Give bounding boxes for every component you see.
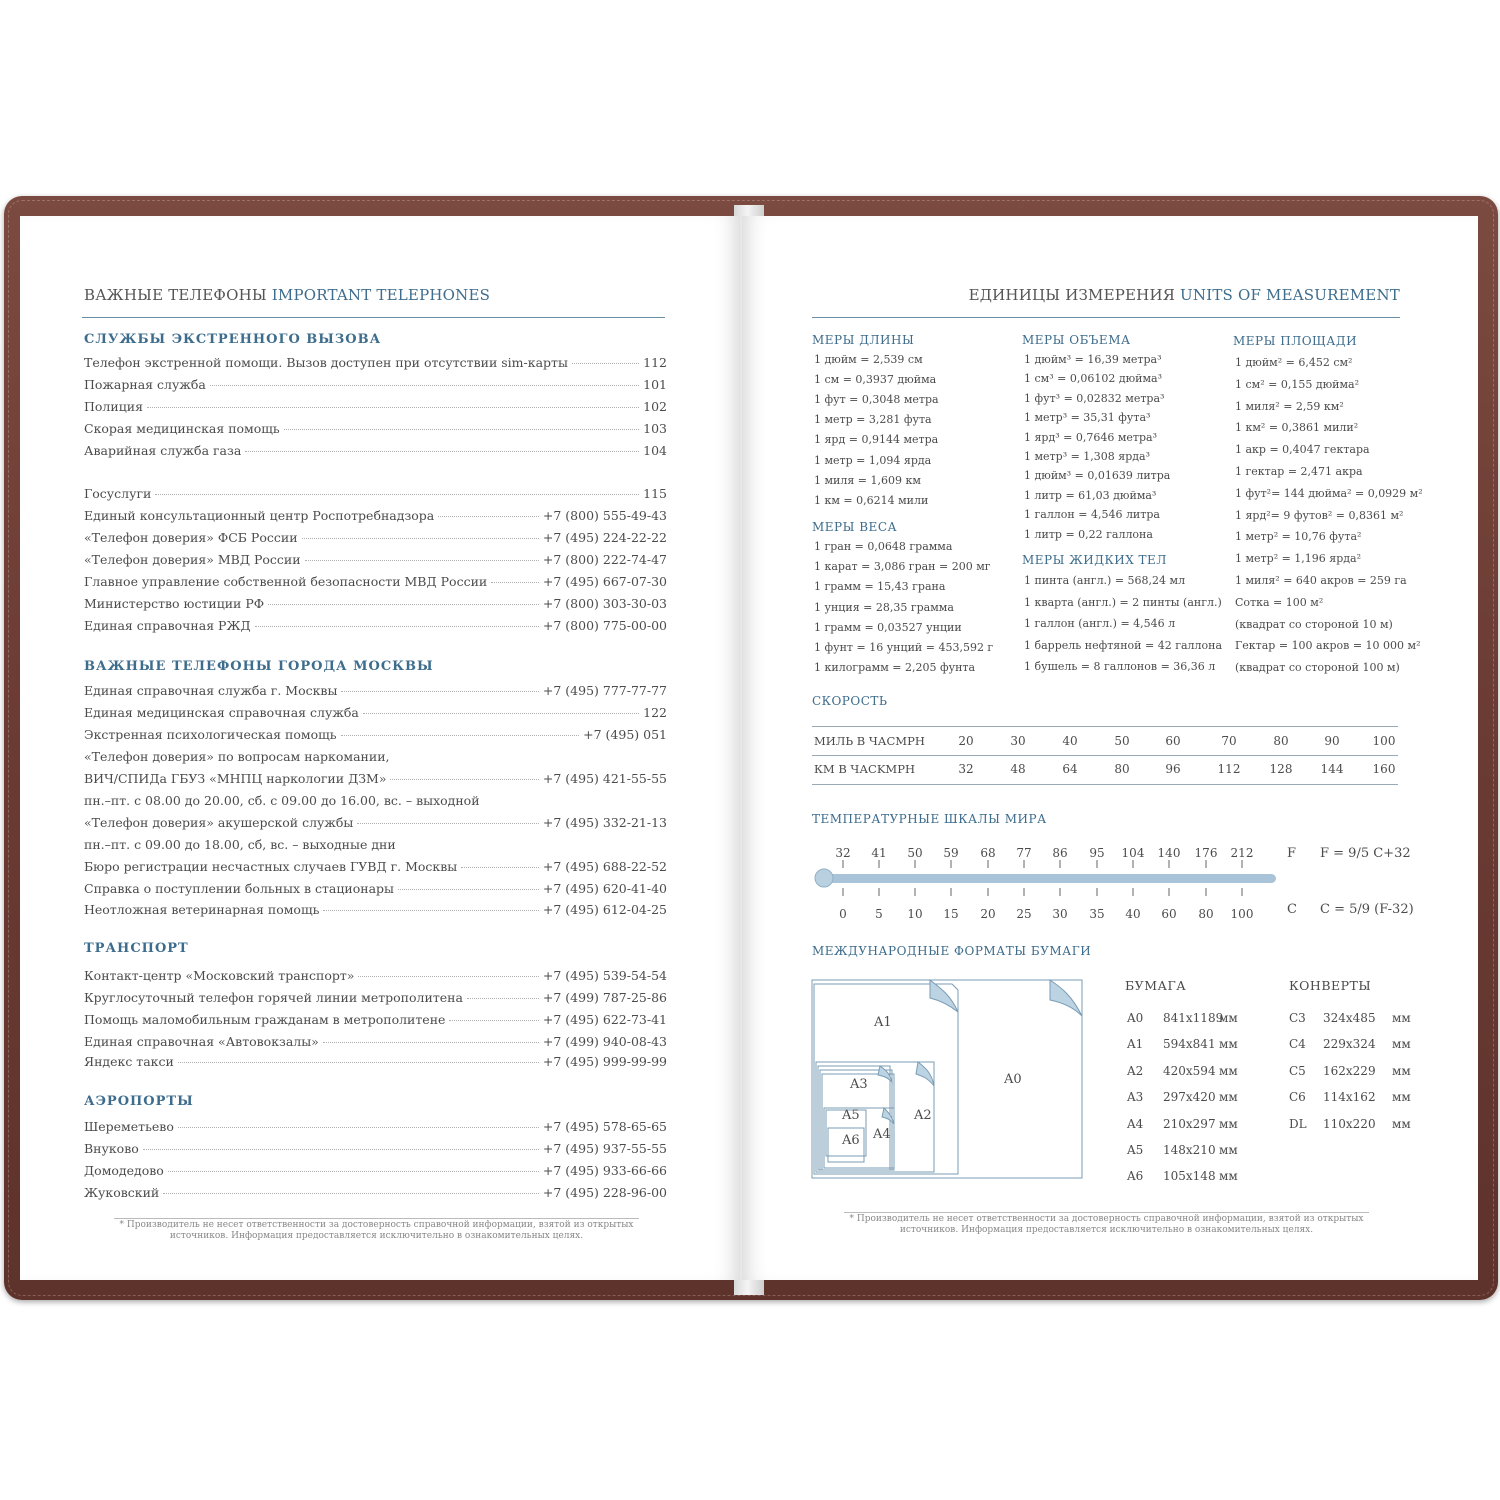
fahrenheit-tick-label: 95 (1089, 846, 1105, 860)
celsius-tick-label: 15 (943, 907, 959, 921)
celsius-tick-label: 60 (1161, 907, 1177, 921)
envelope-size: 162x229 (1323, 1063, 1376, 1078)
celsius-formula: C = 5/9 (F-32) (1320, 902, 1414, 917)
celsius-tick-label: 30 (1052, 907, 1068, 921)
envelope-unit: мм (1392, 1116, 1411, 1131)
area-item: 1 миля² = 640 акров = 259 га (1235, 574, 1407, 587)
length-item: 1 фут = 0,3048 метра (814, 393, 939, 407)
paper-unit: мм (1219, 1169, 1238, 1184)
temperature-title: ТЕМПЕРАТУРНЫЕ ШКАЛЫ МИРА (812, 812, 1047, 826)
volume-item: 1 галлон = 4,546 литра (1024, 508, 1160, 522)
length-item: 1 см = 0,3937 дюйма (814, 373, 937, 387)
phone-row (84, 990, 667, 1005)
paper-size: 297x420 (1163, 1090, 1216, 1105)
envelope-size: 110x220 (1323, 1116, 1376, 1131)
left-title-ru: ВАЖНЫЕ ТЕЛЕФОНЫ (84, 286, 267, 304)
phone-name: Шереметьево (84, 1119, 174, 1134)
weight-item: 1 грамм = 0,03527 унции (814, 620, 962, 634)
phone-name: Внуково (84, 1141, 139, 1156)
paper-name: A1 (1127, 1037, 1144, 1052)
paper-size: 594x841 (1163, 1037, 1216, 1052)
fahrenheit-tick-label: 41 (871, 846, 887, 860)
mph-value: 60 (1165, 734, 1181, 748)
leader-dots (341, 691, 538, 692)
celsius-tick-label: 25 (1016, 907, 1032, 921)
phone-name: Яндекс такси (84, 1054, 174, 1069)
phone-name: «Телефон доверия» ФСБ России (84, 530, 298, 545)
volume-item: 1 метр³ = 1,308 ярда³ (1024, 450, 1151, 463)
length-item: 1 миля = 1,609 км (814, 473, 921, 487)
area-item: 1 фут²= 144 дюйма² = 0,0929 м² (1235, 486, 1423, 500)
leader-dots (363, 713, 639, 714)
length-title: МЕРЫ ДЛИНЫ (812, 333, 915, 347)
celsius-tick-label: 10 (907, 907, 923, 921)
phone-row (84, 727, 667, 742)
kmph-value: 128 (1269, 762, 1293, 776)
leader-dots (358, 976, 538, 977)
envelope-unit: мм (1392, 1063, 1411, 1078)
leader-dots (147, 407, 639, 408)
phone-row (84, 859, 667, 874)
phone-name: Единая справочная «Автовокзалы» (84, 1034, 319, 1049)
phone-name: Главное управление собственной безопасности МВД России (84, 574, 488, 589)
phone-name: Госуслуги (84, 486, 152, 501)
leader-dots (305, 560, 539, 561)
speed-rule-top (812, 726, 1398, 727)
phone-number: +7 (495) 539-54-54 (542, 968, 667, 983)
mph-value: 90 (1324, 734, 1340, 748)
envelope-header: КОНВЕРТЫ (1289, 978, 1372, 993)
fahrenheit-letter: F (1287, 846, 1297, 861)
volume-title: МЕРЫ ОБЪЕМА (1022, 333, 1131, 347)
area-item: 1 дюйм² = 6,452 см² (1235, 356, 1353, 369)
phone-number: +7 (495) 051 (583, 727, 667, 742)
phone-note: «Телефон доверия» по вопросам наркомании, (84, 749, 390, 764)
paper-size: 148x210 (1163, 1143, 1216, 1157)
phone-name: Бюро регистрации несчастных случаев ГУВД г. Москвы (84, 859, 458, 874)
phone-name: Единая справочная служба г. Москвы (84, 683, 338, 698)
phone-number: +7 (800) 222-74-47 (542, 552, 667, 567)
weight-item: 1 карат = 3,086 гран = 200 мг (814, 560, 991, 574)
phone-row (84, 355, 667, 370)
volume-item: 1 дюйм³ = 0,01639 литра (1024, 469, 1171, 483)
phone-number: +7 (495) 933-66-66 (542, 1163, 667, 1178)
leader-dots (438, 516, 539, 517)
liquid-item: 1 кварта (англ.) = 2 пинты (англ.) (1024, 595, 1222, 609)
section-title: СЛУЖБЫ ЭКСТРЕННОГО ВЫЗОВА (84, 332, 382, 347)
fahrenheit-tick-label: 212 (1230, 846, 1254, 860)
phone-number: +7 (495) 937-55-55 (542, 1141, 667, 1156)
leader-dots (163, 1193, 539, 1194)
right-disclaimer: * Производитель не несет ответственности за достоверность справочной информации, взятой из открытых источников. Информация предоставляется исключительно в ознакомительных целях. (849, 1214, 1364, 1235)
leader-dots (390, 779, 538, 780)
envelope-name: C3 (1289, 1011, 1306, 1025)
mph-value: 50 (1114, 734, 1130, 748)
paper-name: A0 (1127, 1011, 1144, 1025)
leader-dots (572, 363, 639, 364)
leader-dots (302, 538, 539, 539)
diagram-label-a2: A2 (914, 1108, 932, 1123)
paper-unit: мм (1219, 1143, 1238, 1157)
left-title-en: IMPORTANT TELEPHONES (271, 286, 491, 304)
mph-value: 100 (1372, 734, 1396, 748)
paper-size: 105x148 (1163, 1169, 1216, 1184)
phone-name: Домодедово (84, 1163, 164, 1178)
thermometer-bar (822, 874, 1276, 883)
speed-mph-label: МИЛЬ В ЧАСMPH (814, 734, 925, 748)
leader-dots (210, 385, 639, 386)
volume-item: 1 метр³ = 35,31 фута³ (1024, 411, 1151, 425)
kmph-value: 64 (1062, 762, 1078, 776)
phone-note: пн.–пт. с 08.00 до 20.00, сб. с 09.00 до 16.00, вс. – выходной (84, 793, 480, 808)
area-item: 1 метр² = 10,76 фута² (1235, 530, 1362, 544)
envelope-name: C6 (1289, 1090, 1306, 1105)
paper-unit: мм (1219, 1116, 1238, 1131)
speed-kmph-label: КМ В ЧАСKMPH (814, 762, 915, 776)
area-item: 1 акр = 0,4047 гектара (1235, 443, 1370, 457)
speed-rule-mid (812, 755, 1398, 756)
length-item: 1 дюйм = 2,539 см (814, 353, 923, 366)
section-title: АЭРОПОРТЫ (84, 1094, 194, 1109)
phone-number: +7 (495) 622-73-41 (542, 1012, 667, 1027)
paper-size: 420x594 (1163, 1063, 1216, 1078)
paper-unit: мм (1219, 1090, 1238, 1105)
phone-row (84, 683, 667, 698)
fahrenheit-tick-label: 104 (1121, 846, 1145, 860)
leader-dots (449, 1020, 538, 1021)
paper-name: A5 (1127, 1143, 1144, 1157)
paper-size: 210x297 (1163, 1116, 1216, 1131)
phone-row (84, 1119, 667, 1134)
right-title-rule (812, 317, 1400, 318)
liquid-item: 1 пинта (англ.) = 568,24 мл (1024, 574, 1186, 587)
left-title-rule (82, 317, 665, 318)
phone-number: 122 (643, 705, 667, 720)
phone-name: Министерство юстиции РФ (84, 596, 265, 611)
phone-name: Жуковский (84, 1185, 160, 1200)
fahrenheit-tick-label: 86 (1052, 846, 1068, 860)
celsius-tick-label: 80 (1198, 907, 1214, 921)
envelope-size: 114x162 (1323, 1090, 1376, 1105)
paper-size: 841x1189 (1163, 1011, 1224, 1025)
left-disclaimer: * Производитель не несет ответственности за достоверность справочной информации, взятой из открытых источников. Информация предоставляется исключительно в ознакомительных целях. (119, 1220, 634, 1241)
phone-name: Неотложная ветеринарная помощь (84, 902, 320, 917)
weight-item: 1 унция = 28,35 грамма (814, 600, 954, 614)
left-note-rule (114, 1218, 639, 1219)
celsius-tick-label: 5 (875, 907, 883, 921)
right-note-rule (844, 1212, 1369, 1213)
leader-dots (467, 998, 539, 999)
phone-row (84, 1054, 667, 1069)
leader-dots (323, 910, 539, 911)
phone-name: Единый консультационный центр Роспотребнадзора (84, 508, 435, 523)
mph-value: 40 (1062, 734, 1078, 748)
paper-name: A3 (1127, 1090, 1144, 1105)
diagram-label-a0: A0 (1004, 1072, 1022, 1087)
volume-item: 1 фут³ = 0,02832 метра³ (1024, 391, 1165, 405)
phone-number: +7 (495) 224-22-22 (542, 530, 667, 545)
area-item: 1 км² = 0,3861 мили² (1235, 421, 1359, 435)
phone-number: +7 (495) 688-22-52 (542, 859, 667, 874)
diagram-label-a1: A1 (874, 1015, 892, 1030)
volume-item: 1 литр = 0,22 галлона (1024, 527, 1153, 541)
phone-row (84, 902, 667, 917)
phone-name: Пожарная служба (84, 377, 206, 392)
area-item: (квадрат со стороной 10 м) (1235, 617, 1393, 631)
leader-dots (491, 582, 539, 583)
liquid-item: 1 бушель = 8 галлонов = 36,36 л (1024, 660, 1216, 674)
section-title: ВАЖНЫЕ ТЕЛЕФОНЫ ГОРОДА МОСКВЫ (84, 659, 434, 674)
area-item: Гектар = 100 акров = 10 000 м² (1235, 639, 1421, 653)
diagram-label-a6: A6 (842, 1133, 860, 1148)
paper-unit: мм (1219, 1063, 1238, 1078)
paper-unit: мм (1219, 1037, 1238, 1052)
phone-row (84, 443, 667, 458)
thermometer-bulb (815, 869, 833, 887)
length-item: 1 метр = 1,094 ярда (814, 453, 932, 467)
phone-row (84, 508, 667, 523)
mph-value: 30 (1010, 734, 1026, 748)
kmph-value: 32 (958, 762, 974, 776)
phone-number: 115 (643, 486, 667, 501)
phone-number: 102 (643, 399, 667, 414)
envelope-unit: мм (1392, 1090, 1411, 1105)
phone-row (84, 1185, 667, 1200)
leader-dots (461, 867, 539, 868)
phone-number: +7 (495) 999-99-99 (542, 1054, 667, 1069)
weight-title: МЕРЫ ВЕСА (812, 520, 898, 534)
paper-unit: мм (1219, 1011, 1238, 1025)
phone-name: Контакт-центр «Московский транспорт» (84, 968, 355, 983)
sheet-a1-outline (814, 984, 958, 1174)
phone-name: Экстренная психологическая помощь (84, 727, 337, 742)
phone-number: +7 (495) 667-07-30 (542, 574, 667, 589)
fahrenheit-tick-label: 32 (835, 846, 851, 860)
area-item: 1 миля² = 2,59 км² (1235, 399, 1344, 413)
kmph-value: 80 (1114, 762, 1130, 776)
envelope-name: DL (1289, 1116, 1307, 1131)
fahrenheit-tick-label: 59 (943, 846, 959, 860)
leader-dots (268, 604, 539, 605)
diagram-label-a3: A3 (850, 1077, 868, 1092)
leader-dots (178, 1127, 539, 1128)
right-page-title (969, 286, 1400, 304)
speed-title: СКОРОСТЬ (812, 694, 888, 708)
phone-name: Полиция (84, 399, 143, 414)
leader-dots (341, 735, 580, 736)
kmph-value: 144 (1320, 762, 1344, 776)
celsius-tick-label: 20 (980, 907, 996, 921)
phone-number: +7 (495) 612-04-25 (542, 902, 667, 917)
fahrenheit-tick-label: 68 (980, 846, 996, 860)
paper-name: A4 (1127, 1116, 1144, 1131)
kmph-value: 96 (1165, 762, 1181, 776)
weight-item: 1 грамм = 15,43 грана (814, 580, 946, 594)
leader-dots (357, 823, 539, 824)
fahrenheit-formula: F = 9/5 C+32 (1320, 846, 1411, 861)
phone-number: +7 (499) 940-08-43 (542, 1034, 667, 1049)
leader-dots (168, 1171, 539, 1172)
phone-number: +7 (800) 303-30-03 (542, 596, 667, 611)
phone-row (84, 377, 667, 392)
area-item: 1 метр² = 1,196 ярда² (1235, 552, 1362, 566)
phone-number: +7 (495) 228-96-00 (542, 1185, 667, 1200)
phone-name: Телефон экстренной помощи. Вызов доступен при отсутствии sim-карты (84, 355, 568, 370)
phone-name: ВИЧ/СПИДа ГБУЗ «МНПЦ наркологии ДЗМ» (84, 771, 387, 786)
envelope-unit: мм (1392, 1011, 1411, 1025)
phone-name: Единая справочная РЖД (84, 618, 251, 633)
diagram-label-a5: A5 (842, 1108, 860, 1123)
weight-item: 1 килограмм = 2,205 фунта (814, 661, 976, 675)
leader-dots (143, 1149, 539, 1150)
a2-page-curl (916, 1062, 934, 1086)
phone-row (84, 596, 667, 611)
phone-name: Помощь маломобильным гражданам в метрополитене (84, 1012, 446, 1027)
celsius-letter: C (1287, 902, 1297, 917)
phone-row (84, 1141, 667, 1156)
fahrenheit-tick-label: 176 (1194, 846, 1218, 860)
phone-name: Круглосуточный телефон горячей линии метрополитена (84, 990, 463, 1005)
kmph-value: 48 (1010, 762, 1026, 776)
length-item: 1 ярд = 0,9144 метра (814, 433, 939, 447)
volume-item: 1 см³ = 0,06102 дюйма³ (1024, 372, 1163, 386)
liquid-title: МЕРЫ ЖИДКИХ ТЕЛ (1022, 553, 1167, 567)
a0-page-curl (1050, 980, 1082, 1016)
envelope-unit: мм (1392, 1037, 1411, 1052)
volume-item: 1 литр = 61,03 дюйма³ (1024, 488, 1157, 502)
phone-number: +7 (495) 620-41-40 (542, 881, 667, 896)
phone-row (84, 1163, 667, 1178)
phone-row (84, 705, 667, 720)
leader-dots (323, 1042, 539, 1043)
phone-row (84, 771, 667, 786)
celsius-tick-label: 100 (1230, 907, 1254, 921)
right-page (742, 216, 1478, 1280)
phone-number: +7 (495) 332-21-13 (542, 815, 667, 830)
phone-name: Единая медицинская справочная служба (84, 705, 359, 720)
volume-item: 1 ярд³ = 0,7646 метра³ (1024, 430, 1158, 444)
phone-number: +7 (499) 787-25-86 (542, 990, 667, 1005)
phone-number: +7 (495) 777-77-77 (542, 683, 667, 698)
phone-row (84, 486, 667, 501)
phone-note: пн.–пт. с 09.00 до 18.00, сб, вс. – выходные дни (84, 837, 396, 852)
phone-row (84, 421, 667, 436)
phone-number: +7 (800) 555-49-43 (542, 508, 667, 523)
diagram-label-a4: A4 (873, 1127, 891, 1142)
liquid-item: 1 галлон (англ.) = 4,546 л (1024, 617, 1176, 631)
envelope-name: C5 (1289, 1063, 1306, 1078)
phone-number: 103 (643, 421, 667, 436)
area-item: (квадрат со стороной 100 м) (1235, 661, 1400, 675)
section-title: ТРАНСПОРТ (84, 941, 189, 956)
celsius-tick-label: 35 (1089, 907, 1105, 921)
right-title-en: UNITS OF MEASUREMENT (1180, 286, 1400, 304)
speed-rule-bottom (812, 784, 1398, 785)
fahrenheit-tick-label: 77 (1016, 846, 1032, 860)
paper-name: A2 (1127, 1063, 1144, 1078)
envelope-name: C4 (1289, 1037, 1306, 1052)
a1-page-curl (930, 980, 958, 1012)
phone-number: +7 (495) 578-65-65 (542, 1119, 667, 1134)
phone-number: 101 (643, 377, 667, 392)
leader-dots (178, 1062, 539, 1063)
left-page-title (84, 286, 490, 304)
leader-dots (255, 626, 539, 627)
area-item: 1 ярд²= 9 футов² = 0,8361 м² (1235, 508, 1404, 522)
celsius-tick-label: 0 (839, 907, 847, 921)
mph-value: 20 (958, 734, 974, 748)
mph-value: 80 (1273, 734, 1289, 748)
area-item: 1 см² = 0,155 дюйма² (1235, 377, 1360, 391)
fahrenheit-tick-label: 50 (907, 846, 923, 860)
liquid-item: 1 баррель нефтяной = 42 галлона (1024, 638, 1223, 652)
phone-row (84, 552, 667, 567)
kmph-value: 160 (1372, 762, 1396, 776)
phone-row (84, 618, 667, 633)
kmph-value: 112 (1217, 762, 1241, 776)
area-item: Сотка = 100 м² (1235, 595, 1324, 609)
phone-row (84, 881, 667, 896)
weight-item: 1 гран = 0,0648 грамма (814, 540, 953, 553)
phone-number: +7 (495) 421-55-55 (542, 771, 667, 786)
paper-name: A6 (1127, 1169, 1144, 1184)
paper-header: БУМАГА (1125, 978, 1187, 993)
phone-row (84, 1034, 667, 1049)
phone-name: «Телефон доверия» акушерской службы (84, 815, 354, 830)
phone-number: +7 (800) 775-00-00 (542, 618, 667, 633)
length-item: 1 метр = 3,281 фута (814, 413, 932, 427)
leader-dots (398, 889, 539, 890)
phone-row (84, 815, 667, 830)
leader-dots (284, 429, 639, 430)
leader-dots (155, 494, 639, 495)
area-title: МЕРЫ ПЛОЩАДИ (1233, 334, 1358, 348)
mph-value: 70 (1221, 734, 1237, 748)
phone-name: Аварийная служба газа (84, 443, 242, 458)
phone-number: 112 (643, 355, 667, 370)
phone-number: 104 (643, 443, 667, 458)
area-item: 1 гектар = 2,471 акра (1235, 465, 1363, 478)
fahrenheit-tick-label: 140 (1157, 846, 1181, 860)
leader-dots (245, 451, 639, 452)
phone-name: Скорая медицинская помощь (84, 421, 280, 436)
phone-row (84, 530, 667, 545)
phone-row (84, 399, 667, 414)
phone-row (84, 574, 667, 589)
envelope-size: 324x485 (1323, 1011, 1376, 1025)
volume-item: 1 дюйм³ = 16,39 метра³ (1024, 353, 1162, 366)
left-page (20, 216, 740, 1280)
paper-formats-title: МЕЖДУНАРОДНЫЕ ФОРМАТЫ БУМАГИ (812, 944, 1092, 958)
right-title-ru: ЕДИНИЦЫ ИЗМЕРЕНИЯ (968, 286, 1176, 304)
phone-row (84, 968, 667, 983)
phone-row (84, 1012, 667, 1027)
phone-name: «Телефон доверия» МВД России (84, 552, 301, 567)
envelope-size: 229x324 (1323, 1037, 1376, 1052)
phone-name: Справка о поступлении больных в стационары (84, 881, 394, 896)
celsius-tick-label: 40 (1125, 907, 1141, 921)
length-item: 1 км = 0,6214 мили (814, 493, 929, 507)
weight-item: 1 фунт = 16 унций = 453,592 г (814, 641, 994, 654)
